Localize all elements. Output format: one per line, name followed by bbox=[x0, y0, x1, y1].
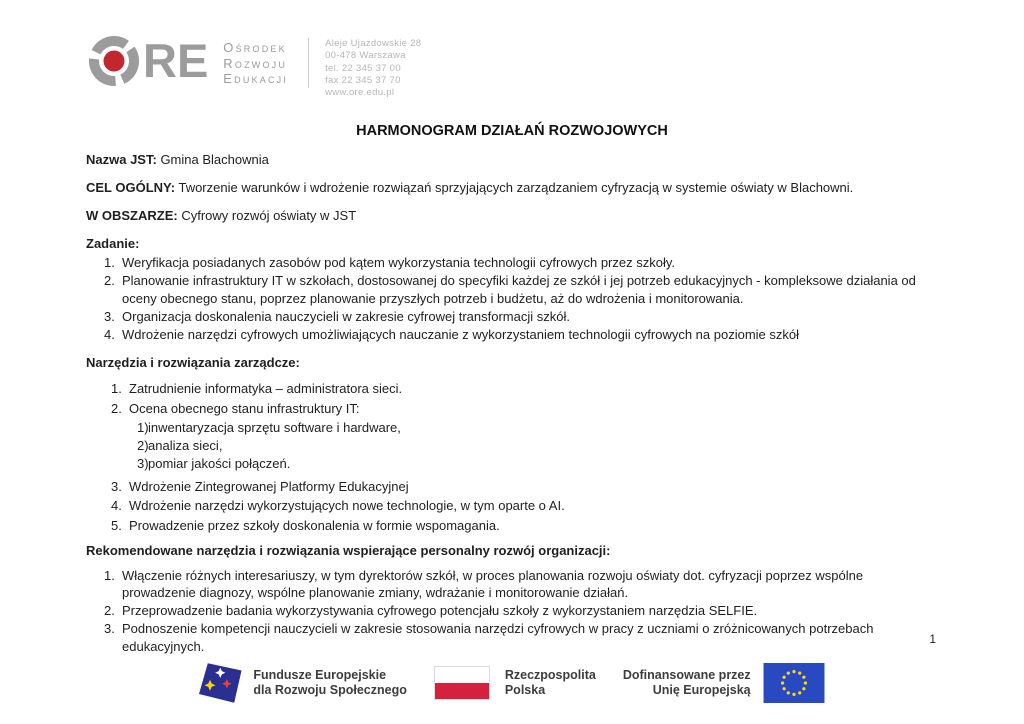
page-number: 1 bbox=[929, 632, 936, 646]
list-item-text: inwentaryzacja sprzętu software i hardware, bbox=[148, 420, 401, 436]
funds-logo-group bbox=[199, 658, 406, 708]
list-item-number: 1. bbox=[111, 381, 122, 397]
document-title: HARMONOGRAM DZIAŁAŃ ROZWOJOWYCH bbox=[356, 123, 668, 139]
funds-label-line: dla Rozwoju Społecznego bbox=[253, 683, 407, 697]
field-value: Tworzenie warunków i wdrożenie rozwiązań sprzyjających zarządzaniem cyfryzacją w systemie oświaty w Blachowni. bbox=[178, 180, 854, 195]
org-name bbox=[223, 33, 288, 87]
list-item bbox=[86, 620, 938, 655]
republic-label-line: Polska bbox=[504, 683, 546, 697]
field-nazwa-jst bbox=[86, 151, 938, 168]
field-value: Cyfrowy rozwój oświaty w JST bbox=[181, 208, 357, 223]
list-item-number: 2. bbox=[104, 603, 115, 619]
address-line: Aleje Ujazdowskie 28 bbox=[325, 38, 422, 49]
list-item bbox=[86, 478, 938, 495]
list-item-number: 4. bbox=[104, 327, 115, 343]
sub-list-item bbox=[86, 456, 938, 472]
list-item-text: Wdrożenie Zintegrowanej Platformy Edukacyjnej bbox=[129, 479, 409, 495]
list-item-text: Organizacja doskonalenia nauczycieli w zakresie cyfrowej transformacji szkół. bbox=[122, 308, 570, 324]
funds-label-line: Fundusze Europejskie bbox=[253, 667, 387, 682]
address-line: tel. 22 345 37 00 bbox=[325, 62, 401, 74]
ore-logo-o-icon bbox=[86, 33, 142, 89]
eu-flag-icon bbox=[763, 663, 825, 703]
republic-label-line: Rzeczpospolita bbox=[504, 667, 596, 682]
eu-funding-logo-group bbox=[623, 663, 825, 703]
list-item-number: 2. bbox=[104, 273, 115, 289]
ore-logo bbox=[86, 33, 208, 89]
list-item-text: Planowanie infrastruktury IT w szkołach, dostosowanej do specyfiki każdej ze szkół i jej potrzeb edukacyjnych - kompleksowe działania od oceny obecnego stanu, poprzez planowanie przyszłych potrzeb i budżetu, aż do wdrożenia i monitorowania. bbox=[122, 273, 916, 306]
rekomendowane-list bbox=[86, 567, 938, 656]
list-item bbox=[86, 380, 938, 397]
list-item bbox=[86, 497, 938, 514]
field-cel-ogolny bbox=[86, 179, 938, 196]
funds-logo-label bbox=[253, 668, 406, 699]
narzedzia-sublist bbox=[86, 420, 938, 472]
list-item-number: 1. bbox=[104, 255, 115, 270]
list-item-text: Włączenie różnych interesariuszy, w tym dyrektorów szkół, w proces planowania rozwoju oświaty dot. cyfryzacji poprzez wspólne prowadzenie diagnozy, wspólne planowanie zmiany, wdrażanie i monitorowanie działań. bbox=[122, 567, 864, 601]
republic-of-poland-logo-group bbox=[434, 666, 596, 700]
list-item bbox=[86, 400, 938, 417]
ore-logo-text: RE bbox=[143, 34, 209, 87]
org-name-line: Edukacji bbox=[223, 71, 289, 86]
list-item bbox=[86, 272, 938, 307]
list-item-number: 2. bbox=[111, 400, 122, 416]
eu-label-line: Dofinansowane przez bbox=[622, 667, 751, 682]
list-item bbox=[86, 254, 938, 271]
list-item-number: 3) bbox=[137, 456, 149, 472]
list-item-number: 1. bbox=[104, 567, 115, 583]
section-heading-narzedzia: Narzędzia i rozwiązania zarządcze: bbox=[86, 355, 300, 371]
list-item bbox=[86, 567, 938, 602]
list-item-text: Zatrudnienie informatyka – administratora sieci. bbox=[129, 381, 403, 397]
header-divider bbox=[308, 38, 309, 88]
address-line: www.ore.edu.pl bbox=[325, 87, 395, 99]
field-label: CEL OGÓLNY: bbox=[86, 180, 176, 195]
list-item bbox=[86, 602, 938, 620]
field-value: Gmina Blachownia bbox=[160, 152, 269, 167]
list-item-number: 3. bbox=[111, 479, 122, 495]
header bbox=[86, 33, 938, 97]
address-line: fax 22 345 37 70 bbox=[325, 74, 401, 86]
list-item bbox=[86, 517, 938, 534]
eu-label-line: Unię Europejską bbox=[652, 683, 751, 697]
zadanie-list bbox=[86, 254, 938, 343]
list-item-number: 5. bbox=[111, 517, 122, 533]
org-name-line: Rozwoju bbox=[223, 55, 288, 71]
sub-list-item bbox=[86, 420, 938, 436]
field-w-obszarze bbox=[86, 207, 938, 224]
address-line: 00-478 Warszawa bbox=[325, 50, 406, 62]
list-item-text: Wdrożenie narzędzi cyfrowych umożliwiających nauczanie z wykorzystaniem technologii cyfrowych na poziomie szkół bbox=[122, 327, 799, 343]
list-item-text: Weryfikacja posiadanych zasobów pod kątem wykorzystania technologii cyfrowych przez szkoły. bbox=[122, 255, 675, 270]
list-item-text: Ocena obecnego stanu infrastruktury IT: bbox=[129, 400, 360, 416]
list-item-number: 1) bbox=[137, 420, 149, 436]
narzedzia-list bbox=[86, 380, 938, 533]
list-item-text: Prowadzenie przez szkoły doskonalenia w formie wspomagania. bbox=[129, 517, 500, 533]
list-item-text: Wdrożenie narzędzi wykorzystujących nowe technologie, w tym oparte o AI. bbox=[129, 498, 565, 514]
list-item-text: Podnoszenie kompetencji nauczycieli w zakresie stosowania narzędzi cyfrowych w pracy z uczniami o zróżnicowanych potrzebach edukacyjnych. bbox=[122, 621, 874, 654]
footer-logos bbox=[0, 658, 1024, 708]
list-item-number: 4. bbox=[111, 498, 122, 514]
list-item-text: Przeprowadzenie badania wykorzystywania cyfrowego potencjału szkoły z wykorzystaniem narzędzia SELFIE. bbox=[122, 603, 758, 619]
address-block bbox=[325, 33, 421, 99]
list-item-number: 2) bbox=[137, 438, 149, 454]
poland-flag-icon bbox=[434, 666, 490, 700]
field-label: W OBSZARZE: bbox=[86, 208, 178, 223]
eu-funding-label bbox=[623, 668, 751, 699]
org-name-line: Ośrodek bbox=[223, 40, 287, 55]
european-funds-flag-icon bbox=[199, 658, 243, 708]
section-heading-zadanie: Zadanie: bbox=[86, 236, 140, 251]
list-item-text: analiza sieci, bbox=[148, 438, 223, 454]
list-item-number: 3. bbox=[104, 621, 115, 637]
sub-list-item bbox=[86, 438, 938, 454]
section-heading-rekomendowane: Rekomendowane narzędzia i rozwiązania wspierające personalny rozwój organizacji: bbox=[86, 542, 611, 558]
list-item-number: 3. bbox=[104, 308, 115, 324]
list-item bbox=[86, 326, 938, 343]
list-item-text: pomiar jakości połączeń. bbox=[148, 456, 291, 472]
list-item bbox=[86, 308, 938, 325]
field-label: Nazwa JST: bbox=[86, 152, 157, 167]
republic-logo-label bbox=[505, 668, 596, 699]
